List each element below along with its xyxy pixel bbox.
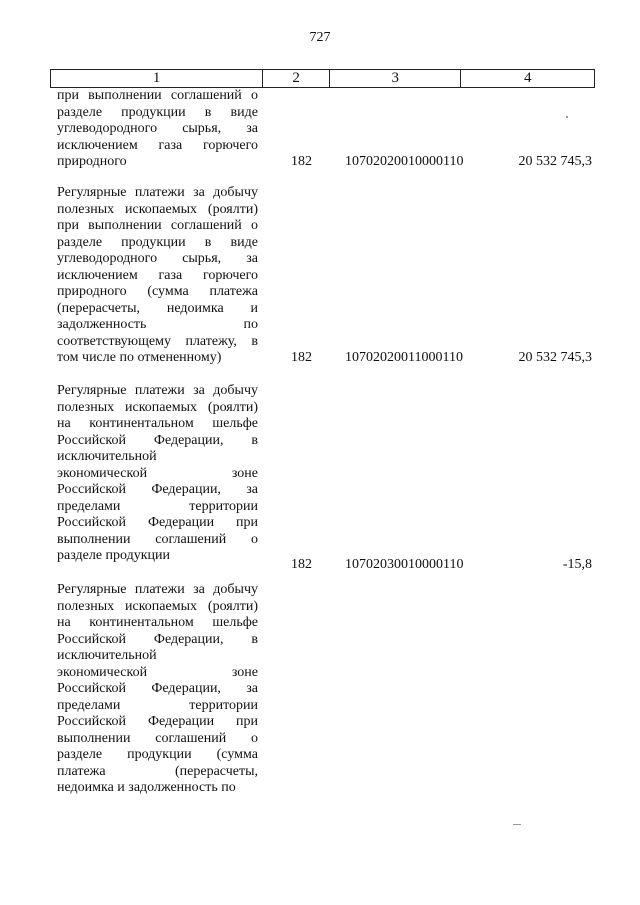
- desc-line: разделе продукции (сумма: [57, 747, 258, 762]
- desc-line: при выполнении соглашений о: [57, 88, 258, 103]
- admin-code: 182: [291, 350, 312, 365]
- header-col-4: 4: [460, 70, 594, 87]
- desc-line: на континентальном шельфе: [57, 416, 258, 431]
- desc-line: Регулярные платежи за добычу: [57, 185, 258, 200]
- row-description: [57, 185, 258, 367]
- header-col-1: 1: [152, 70, 161, 86]
- desc-line: Российской Федерации, в: [57, 631, 258, 647]
- desc-line: Российской Федерации при: [57, 714, 258, 729]
- budget-code: 10702020010000110: [345, 154, 464, 169]
- desc-line: разделе продукции: [57, 548, 171, 563]
- amount: -15,8: [562, 557, 592, 572]
- desc-line: природного: [57, 154, 127, 169]
- admin-code: 182: [291, 557, 312, 572]
- desc-line: Регулярные платежи за добычу: [57, 582, 258, 597]
- desc-line: Российской Федерации, за: [57, 482, 258, 497]
- desc-line: платежа (перерасчеты,: [57, 763, 258, 779]
- desc-line: (перерасчеты, недоимка и: [57, 300, 258, 316]
- desc-line: на континентальном шельфе: [57, 615, 258, 630]
- table-header: [50, 69, 595, 88]
- desc-line: полезных ископаемых (роялти): [57, 399, 258, 415]
- desc-line: Российской Федерации, за: [57, 681, 258, 696]
- row-description: [57, 383, 258, 565]
- desc-line: Российской Федерации, в: [57, 432, 258, 448]
- desc-line: Регулярные платежи за добычу: [57, 383, 258, 398]
- scan-speck: [513, 824, 521, 825]
- desc-line: пределами территории: [57, 498, 258, 514]
- desc-line: исключением газа горючего: [57, 137, 258, 153]
- desc-line: том числе по отмененному): [57, 350, 222, 365]
- desc-line: разделе продукции в виде: [57, 234, 258, 250]
- desc-line: разделе продукции в виде: [57, 104, 258, 120]
- desc-line: полезных ископаемых (роялти): [57, 598, 258, 614]
- desc-line: соответствующему платежу, в: [57, 333, 258, 349]
- page-number: 727: [309, 30, 331, 45]
- header-col-2: 2: [262, 70, 329, 87]
- desc-line: углеводородного сырья, за: [57, 251, 258, 266]
- row-description: [57, 582, 258, 797]
- budget-code: 10702020011000110: [345, 350, 463, 365]
- header-col-3: 3: [329, 70, 461, 87]
- desc-line: углеводородного сырья, за: [57, 121, 258, 136]
- desc-line: при выполнении соглашений о: [57, 218, 258, 233]
- budget-code: 10702030010000110: [345, 557, 464, 572]
- desc-line: исключительной: [57, 449, 157, 464]
- desc-line: Российской Федерации при: [57, 515, 258, 530]
- amount: 20 532 745,3: [518, 350, 592, 365]
- amount: 20 532 745,3: [518, 154, 592, 169]
- desc-line: выполнении соглашений о: [57, 730, 258, 746]
- desc-line: экономической зоне: [57, 465, 258, 481]
- scan-speck: [566, 116, 568, 118]
- admin-code: 182: [291, 154, 312, 169]
- desc-line: полезных ископаемых (роялти): [57, 201, 258, 217]
- desc-line: недоимка и задолженность по: [57, 780, 236, 795]
- desc-line: природного (сумма платежа: [57, 284, 258, 299]
- desc-line: экономической зоне: [57, 664, 258, 680]
- desc-line: выполнении соглашений о: [57, 531, 258, 547]
- desc-line: пределами территории: [57, 697, 258, 713]
- desc-line: задолженность по: [57, 317, 258, 332]
- desc-line: исключением газа горючего: [57, 267, 258, 283]
- desc-line: исключительной: [57, 648, 157, 663]
- row-description: [57, 88, 258, 171]
